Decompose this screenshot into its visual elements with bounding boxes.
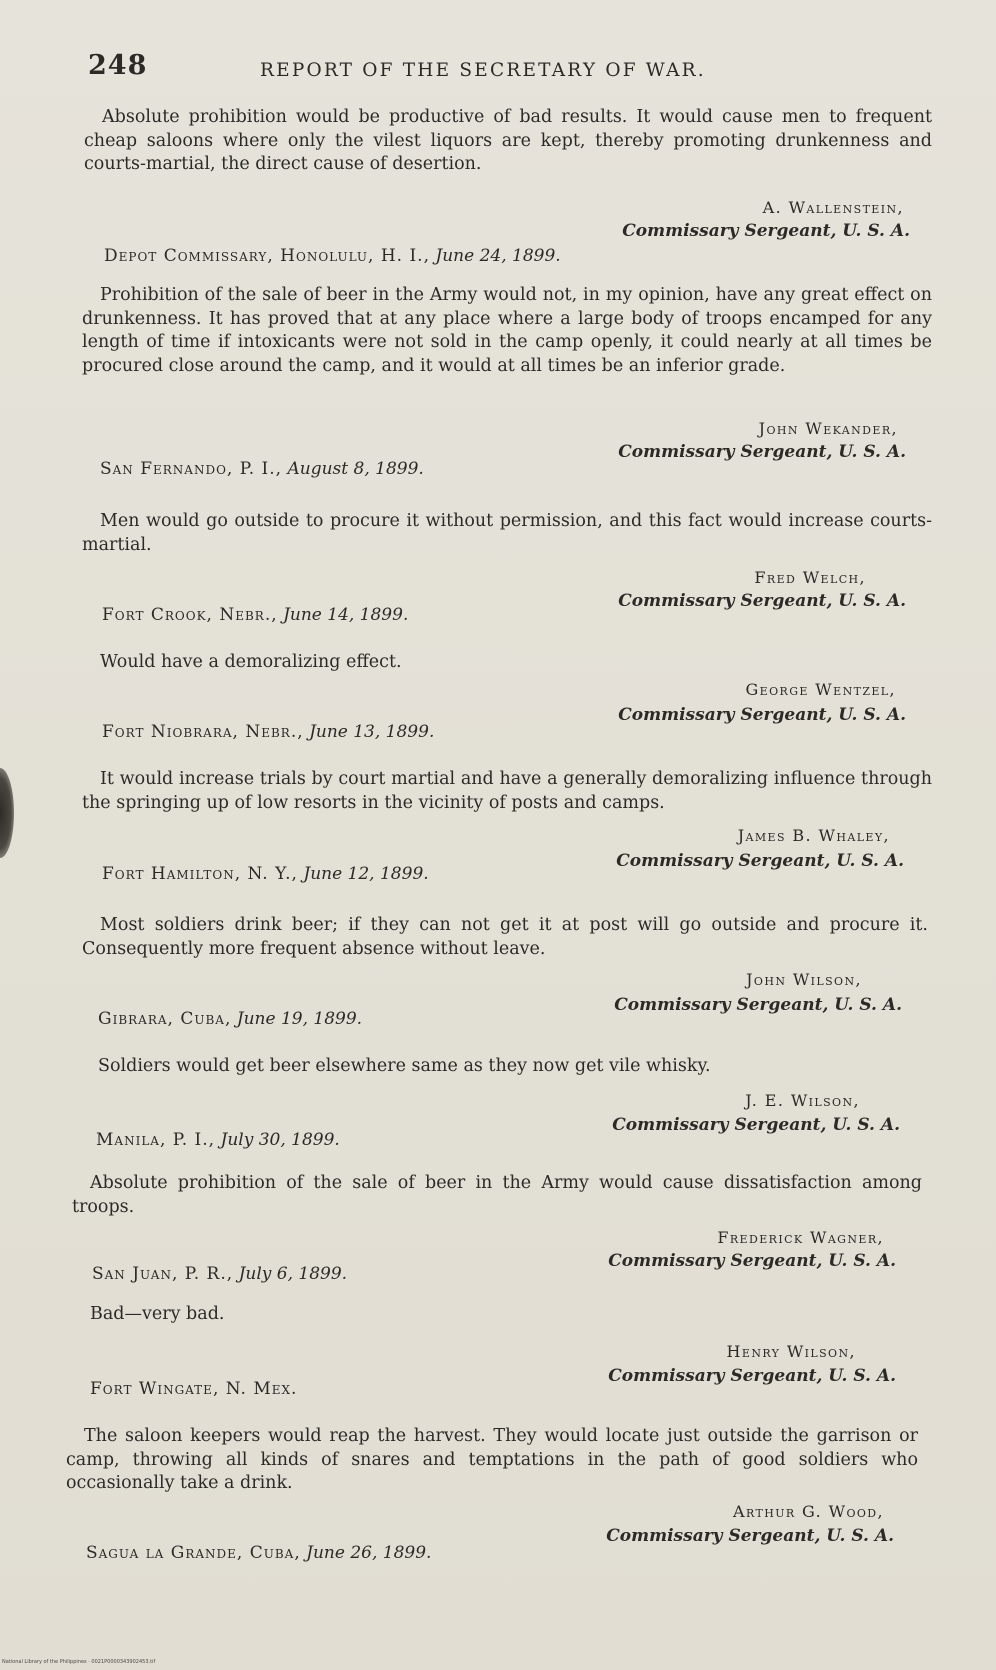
entry-text: Most soldiers drink beer; if they can not get it at post will go outside and procure it. Consequently more frequent absence without leave. bbox=[82, 915, 928, 959]
place-date-line bbox=[102, 605, 408, 625]
date: July 6, 1899. bbox=[238, 1264, 348, 1284]
place: Depot Commissary, Honolulu, H. I., bbox=[104, 246, 430, 266]
place-date-line bbox=[102, 722, 434, 742]
signatory-name: James B. Whaley, bbox=[737, 826, 890, 845]
signatory-name: Frederick Wagner, bbox=[717, 1228, 884, 1247]
signatory-title: Commissary Sergeant, U. S. A. bbox=[622, 221, 910, 241]
signatory-title: Commissary Sergeant, U. S. A. bbox=[608, 1251, 896, 1271]
date: June 26, 1899. bbox=[306, 1543, 432, 1563]
signatory-title: Commissary Sergeant, U. S. A. bbox=[612, 1115, 900, 1135]
place: Fort Niobrara, Nebr., bbox=[102, 722, 304, 742]
place: Fort Crook, Nebr., bbox=[102, 605, 278, 625]
signatory-name: Henry Wilson, bbox=[726, 1342, 856, 1361]
place-date-line bbox=[96, 1130, 340, 1150]
place-date-line bbox=[92, 1264, 347, 1284]
entry-text: It would increase trials by court martial and have a generally demoralizing influence through the springing up of low resorts in the vicinity of posts and camps. bbox=[82, 769, 932, 813]
signatory-name: A. Wallenstein, bbox=[762, 198, 904, 217]
signatory-title: Commissary Sergeant, U. S. A. bbox=[606, 1526, 894, 1546]
date: June 24, 1899. bbox=[435, 246, 561, 266]
signatory-name: John Wilson, bbox=[746, 970, 862, 989]
place-date-line bbox=[86, 1543, 431, 1563]
place: Gibrara, Cuba, bbox=[98, 1009, 232, 1029]
date: July 30, 1899. bbox=[220, 1130, 340, 1150]
date: June 14, 1899. bbox=[283, 605, 409, 625]
signatory-title: Commissary Sergeant, U. S. A. bbox=[616, 851, 904, 871]
entry-text: Men would go outside to procure it without permission, and this fact would increase courts-martial. bbox=[82, 511, 932, 555]
place: San Juan, P. R., bbox=[92, 1264, 234, 1284]
running-title: REPORT OF THE SECRETARY OF WAR. bbox=[260, 60, 706, 81]
date: June 13, 1899. bbox=[309, 722, 435, 742]
entry-text: Prohibition of the sale of beer in the Army would not, in my opinion, have any great effect on drunkenness. It has proved that at any place where a large body of troops encamped for any length of time if intoxicants were not sold in the camp openly, it could nearly at all times be procured close around the camp, and it would at all times be an inferior grade. bbox=[82, 285, 932, 376]
page-header bbox=[88, 50, 938, 90]
place: Manila, P. I., bbox=[96, 1130, 216, 1150]
signatory-title: Commissary Sergeant, U. S. A. bbox=[618, 442, 906, 462]
entry-text: Bad—very bad. bbox=[90, 1304, 225, 1324]
signatory-name: Fred Welch, bbox=[754, 568, 866, 587]
signatory-name: George Wentzel, bbox=[745, 680, 896, 699]
date: August 8, 1899. bbox=[287, 459, 424, 479]
page-number: 248 bbox=[88, 50, 148, 81]
entry-text: Would have a demoralizing effect. bbox=[100, 652, 402, 672]
signatory-title: Commissary Sergeant, U. S. A. bbox=[618, 705, 906, 725]
entry-text: Absolute prohibition of the sale of beer in the Army would cause dissatisfaction among troops. bbox=[72, 1173, 922, 1217]
place-date-line bbox=[102, 864, 429, 884]
scan-smudge bbox=[0, 768, 14, 858]
signatory-title: Commissary Sergeant, U. S. A. bbox=[618, 591, 906, 611]
signatory-name: John Wekander, bbox=[758, 419, 898, 438]
date: June 12, 1899. bbox=[303, 864, 429, 884]
place: Sagua la Grande, Cuba, bbox=[86, 1543, 301, 1563]
date: June 19, 1899. bbox=[236, 1009, 363, 1029]
entry-text: Soldiers would get beer elsewhere same as they now get vile whisky. bbox=[98, 1056, 711, 1076]
place: Fort Hamilton, N. Y., bbox=[102, 864, 298, 884]
place-date-line bbox=[90, 1379, 297, 1399]
signatory-title: Commissary Sergeant, U. S. A. bbox=[614, 995, 902, 1015]
place-date-line bbox=[100, 459, 424, 479]
place-date-line bbox=[98, 1009, 362, 1029]
signatory-name: J. E. Wilson, bbox=[745, 1091, 860, 1110]
signatory-title: Commissary Sergeant, U. S. A. bbox=[608, 1366, 896, 1386]
entry-text: The saloon keepers would reap the harvest. They would locate just outside the garrison or camp, throwing all kinds of snares and temptations in the path of good soldiers who occasionally take a drink. bbox=[66, 1426, 918, 1493]
place: San Fernando, P. I., bbox=[100, 459, 283, 479]
signatory-name: Arthur G. Wood, bbox=[733, 1502, 884, 1521]
scan-credit: National Library of the Philippines · 0021P0000343902453.tif bbox=[2, 1659, 156, 1665]
entry-text: Absolute prohibition would be productive of bad results. It would cause men to frequent cheap saloons where only the vilest liquors are kept, thereby promoting drunkenness and courts-martial, the direct cause of desertion. bbox=[84, 107, 932, 174]
place-date-line bbox=[104, 246, 561, 266]
place: Fort Wingate, N. Mex. bbox=[90, 1379, 298, 1399]
